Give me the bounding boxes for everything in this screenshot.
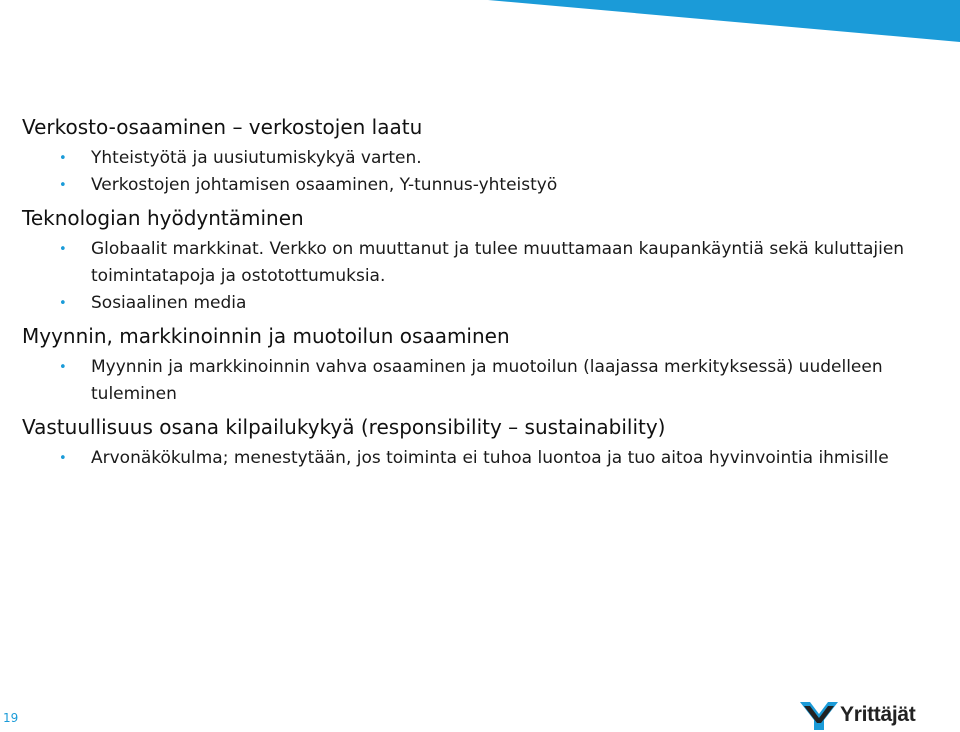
bullet-icon: • <box>59 296 67 311</box>
bullet-list <box>22 236 932 317</box>
bullet-list <box>22 445 932 472</box>
section-heading: Verkosto-osaaminen – verkostojen laatu <box>22 115 423 139</box>
bullet-list <box>22 354 932 408</box>
list-item: • Yhteistyötä ja uusiutumiskykyä varten. <box>22 145 932 172</box>
section-heading: Vastuullisuus osana kilpailukykyä (responsibility – sustainability) <box>22 415 666 439</box>
bullet-icon: • <box>59 360 67 375</box>
list-item: • Myynnin ja markkinoinnin vahva osaaminen ja muotoilun (laajassa merkityksessä) uudelleen tuleminen <box>22 354 932 408</box>
page-number: 19 <box>3 711 19 725</box>
bullet-icon: • <box>59 151 67 166</box>
yrittajat-logo <box>800 700 916 730</box>
list-item: • Arvonäkökulma; menestytään, jos toiminta ei tuhoa luontoa ja tuo aitoa hyvinvointia ihmisille <box>22 445 932 472</box>
logo-mark-icon <box>800 700 838 730</box>
logo-text: Yrittäjät <box>840 703 916 726</box>
bullet-list <box>22 145 932 199</box>
list-item: • Verkostojen johtamisen osaaminen, Y-tunnus-yhteistyö <box>22 172 932 199</box>
section-technology <box>22 205 932 317</box>
list-item: • Globaalit markkinat. Verkko on muuttanut ja tulee muuttamaan kaupankäyntiä sekä kuluttajien toimintatapoja ja ostotottumuksia. <box>22 236 932 290</box>
section-heading: Myynnin, markkinoinnin ja muotoilun osaaminen <box>22 324 510 348</box>
slide-content <box>22 114 932 478</box>
bullet-icon: • <box>59 451 67 466</box>
list-item: • Sosiaalinen media <box>22 290 932 317</box>
header-accent-bar <box>0 0 960 45</box>
section-networking <box>22 114 932 199</box>
bullet-icon: • <box>59 178 67 193</box>
section-responsibility <box>22 414 932 472</box>
section-sales-marketing <box>22 323 932 408</box>
bullet-icon: • <box>59 242 67 257</box>
section-heading: Teknologian hyödyntäminen <box>22 206 304 230</box>
